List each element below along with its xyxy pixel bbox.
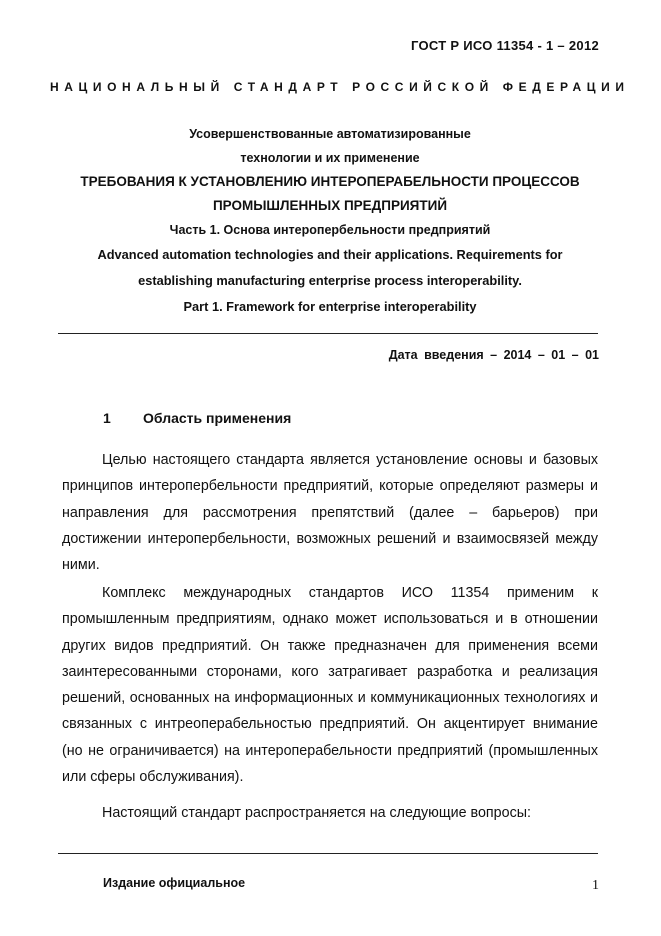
title-ru-part: Часть 1. Основа интеропербельности предприятий <box>169 223 491 237</box>
paragraph-3: Настоящий стандарт распространяется на следующие вопросы: <box>102 805 531 821</box>
footer-divider <box>58 853 598 854</box>
title-ru-main-line-2: ПРОМЫШЛЕННЫХ ПРЕДПРИЯТИЙ <box>212 198 448 213</box>
title-en-part: Part 1. Framework for enterprise interoperability <box>183 299 477 314</box>
introduction-date: Дата введения – 2014 – 01 – 01 <box>388 348 599 362</box>
title-ru-main-line-1: ТРЕБОВАНИЯ К УСТАНОВЛЕНИЮ ИНТЕРОПЕРАБЕЛЬНОСТИ ПРОЦЕССОВ <box>80 174 580 189</box>
national-standard-heading: НАЦИОНАЛЬНЫЙ СТАНДАРТ РОССИЙСКОЙ ФЕДЕРАЦИИ <box>50 80 630 94</box>
title-divider <box>58 333 598 334</box>
section-heading <box>103 410 291 426</box>
page-number: 1 <box>592 878 599 893</box>
section-title: Область применения <box>143 410 292 426</box>
title-block <box>40 122 620 320</box>
title-en-line-2: establishing manufacturing enterprise process interoperability. <box>138 273 522 288</box>
paragraph-1: Целью настоящего стандарта является установление основы и базовых принципов интеропербельности предприятий, которые определяют размеры и направления для рассмотрения препятствий (далее – барьеров) при достижении интеропербельности, возможных решений и взаимосвязей между ними. <box>62 452 598 574</box>
paragraph-2: Комплекс международных стандартов ИСО 11354 применим к промышленным предприятиям, однако может использоваться и в отношении других видов предприятий. Он также предназначен для применения всеми заинтересованными сторонами, кого затрагивает разработка и реализация решений, основанных на информационных и коммуникационных технологиях и связанных с интреоперабельностью предприятий. Он акцентирует внимание (но не ограничивается) на интероперабельности предприятий (промышленных или сферы обслуживания). <box>62 585 598 786</box>
section-number: 1 <box>103 410 111 426</box>
title-en-line-1: Advanced automation technologies and their applications. Requirements for <box>97 247 563 262</box>
document-code: ГОСТ Р ИСО 11354 - 1 – 2012 <box>410 38 599 53</box>
title-ru-line-1: Усовершенствованные автоматизированные <box>189 127 471 141</box>
title-ru-line-2: технологии и их применение <box>240 151 420 165</box>
official-edition-label: Издание официальное <box>103 876 246 890</box>
